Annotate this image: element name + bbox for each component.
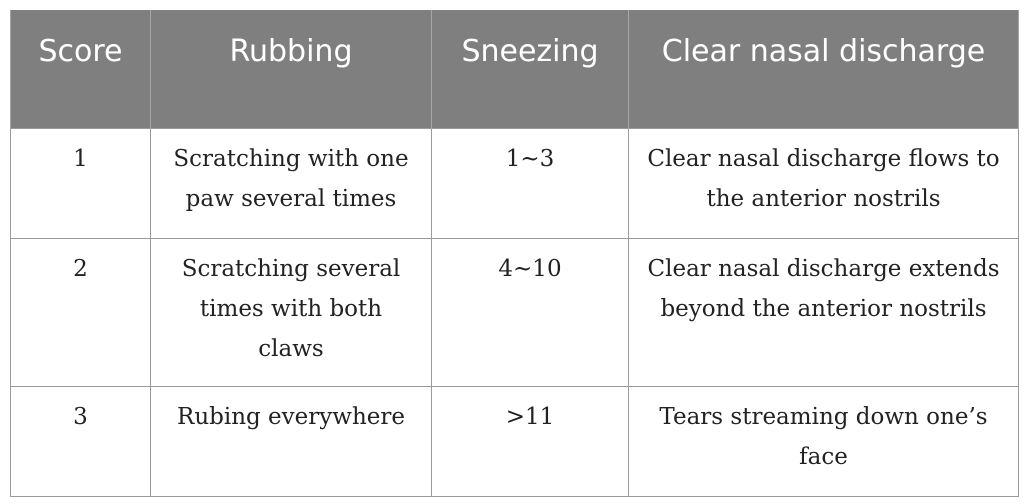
cell-sneezing: 1~3 xyxy=(432,129,629,239)
scoring-table xyxy=(10,10,1019,497)
cell-score: 2 xyxy=(11,239,151,387)
cell-score: 3 xyxy=(11,387,151,497)
cell-rubbing: Rubing everywhere xyxy=(151,387,432,497)
header-sneezing: Sneezing xyxy=(432,10,629,129)
cell-clear-nasal-discharge: Tears streaming down one’s face xyxy=(629,387,1019,497)
cell-rubbing: Scratching with one paw several times xyxy=(151,129,432,239)
header-rubbing: Rubbing xyxy=(151,10,432,129)
table-header xyxy=(11,10,1019,129)
header-score: Score xyxy=(11,10,151,129)
table-row xyxy=(11,129,1019,239)
table-row xyxy=(11,387,1019,497)
cell-score: 1 xyxy=(11,129,151,239)
cell-clear-nasal-discharge: Clear nasal discharge flows to the anterior nostrils xyxy=(629,129,1019,239)
cell-sneezing: >11 xyxy=(432,387,629,497)
table-body xyxy=(11,129,1019,497)
header-row xyxy=(11,10,1019,129)
cell-clear-nasal-discharge: Clear nasal discharge extends beyond the anterior nostrils xyxy=(629,239,1019,387)
table-row xyxy=(11,239,1019,387)
cell-rubbing: Scratching several times with both claws xyxy=(151,239,432,387)
header-clear-nasal-discharge: Clear nasal discharge xyxy=(629,10,1019,129)
cell-sneezing: 4~10 xyxy=(432,239,629,387)
